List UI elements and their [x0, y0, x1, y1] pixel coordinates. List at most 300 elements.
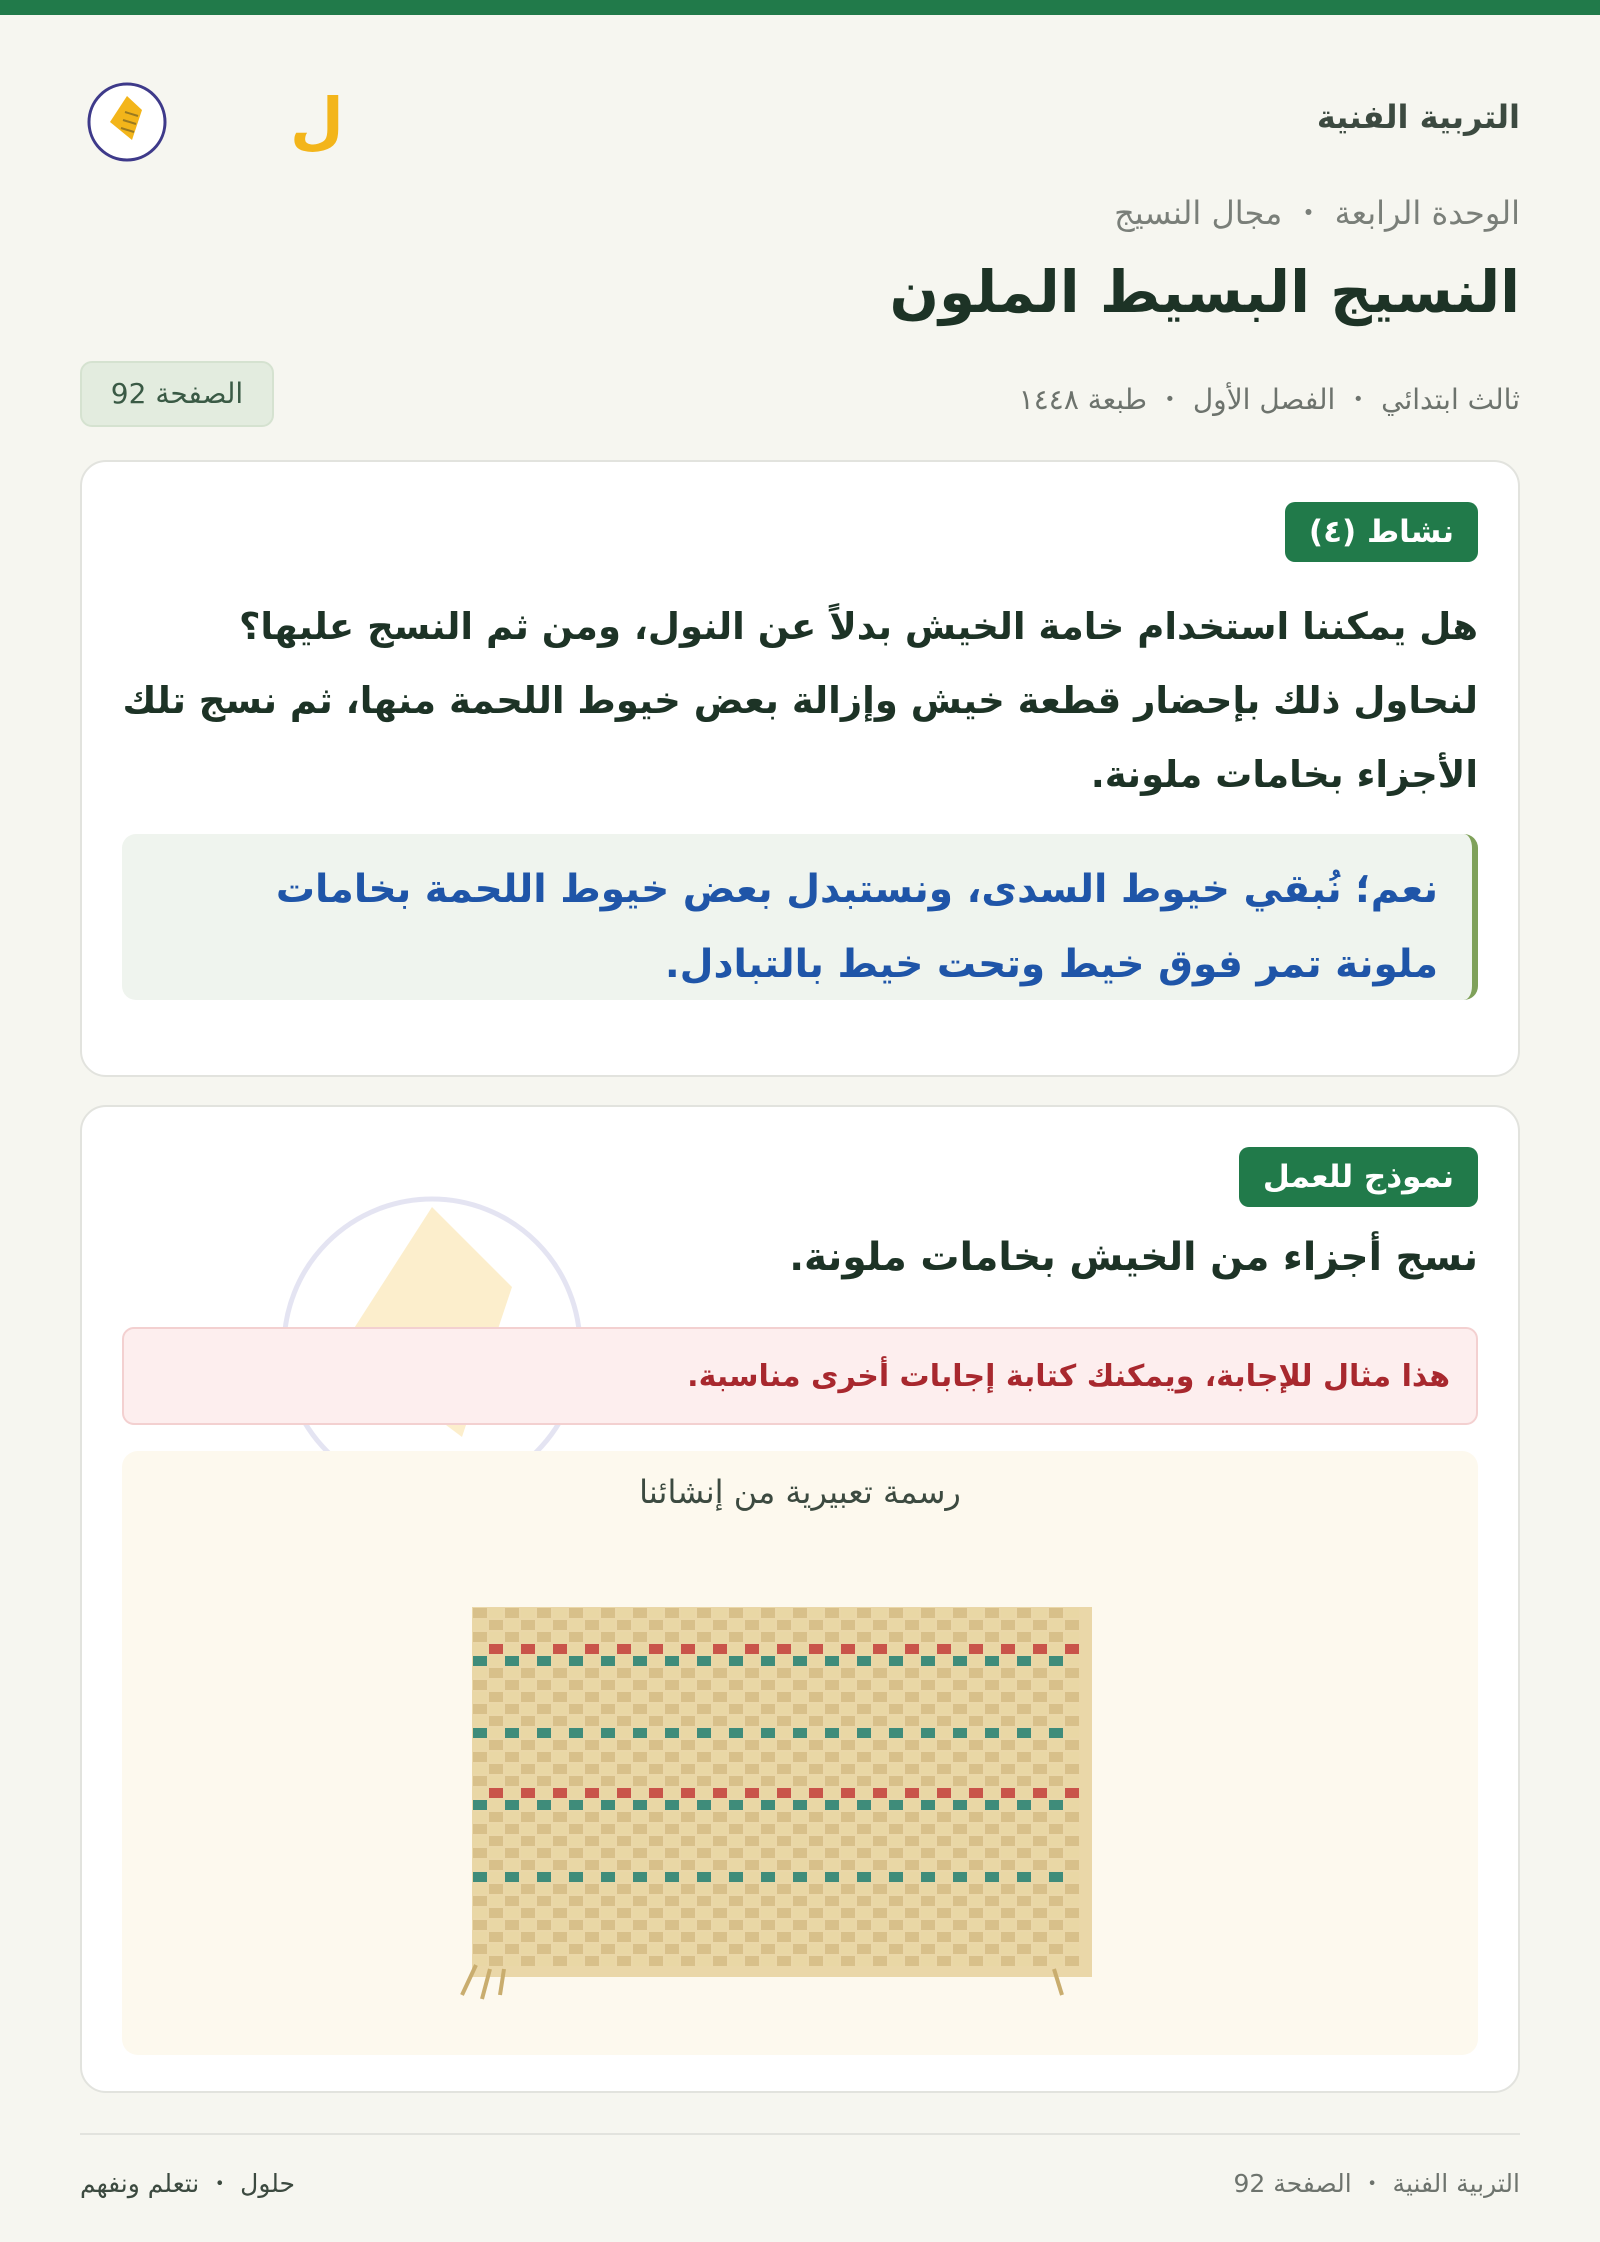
burlap-stitch [1065, 1824, 1079, 1834]
burlap-stitch [745, 1836, 759, 1846]
burlap-stitch [1065, 1932, 1079, 1942]
burlap-stitch [761, 1932, 775, 1942]
burlap-stitch [905, 1944, 919, 1954]
burlap-stitch [505, 1692, 519, 1702]
burlap-stitch [729, 1836, 743, 1846]
burlap-stitch [1065, 1692, 1079, 1702]
burlap-stitch [697, 1692, 711, 1702]
colored-weft-stitch [985, 1656, 999, 1666]
burlap-stitch [1001, 1728, 1015, 1738]
burlap-stitch [553, 1908, 567, 1918]
burlap-stitch [809, 1836, 823, 1846]
burlap-stitch [1017, 1752, 1031, 1762]
burlap-stitch [745, 1944, 759, 1954]
burlap-stitch [921, 1764, 935, 1774]
burlap-stitch [585, 1716, 599, 1726]
colored-weft-stitch [1017, 1800, 1031, 1810]
burlap-stitch [713, 1776, 727, 1786]
burlap-stitch [537, 1776, 551, 1786]
unit-breadcrumb: الوحدة الرابعة ・ مجال النسيج [1114, 194, 1520, 232]
burlap-stitch [729, 1908, 743, 1918]
burlap-stitch [809, 1764, 823, 1774]
burlap-stitch [521, 1956, 535, 1966]
burlap-stitch [537, 1944, 551, 1954]
burlap-stitch [745, 1680, 759, 1690]
burlap-stitch [953, 1776, 967, 1786]
burlap-stitch [841, 1632, 855, 1642]
burlap-stitch [809, 1680, 823, 1690]
burlap-stitch [1001, 1776, 1015, 1786]
colored-weft-stitch [665, 1656, 679, 1666]
burlap-stitch [1065, 1752, 1079, 1762]
colored-weft-stitch [985, 1800, 999, 1810]
burlap-stitch [985, 1764, 999, 1774]
burlap-stitch [617, 1668, 631, 1678]
burlap-stitch [1033, 1608, 1047, 1618]
burlap-stitch [969, 1668, 983, 1678]
burlap-stitch [505, 1752, 519, 1762]
burlap-stitch [841, 1836, 855, 1846]
burlap-stitch [985, 1896, 999, 1906]
colored-weft-stitch [489, 1788, 503, 1798]
burlap-stitch [777, 1932, 791, 1942]
colored-weft-stitch [633, 1656, 647, 1666]
burlap-stitch [937, 1944, 951, 1954]
colored-weft-stitch [553, 1644, 567, 1654]
burlap-stitch [905, 1620, 919, 1630]
burlap-stitch [985, 1608, 999, 1618]
burlap-stitch [841, 1944, 855, 1954]
burlap-stitch [633, 1752, 647, 1762]
burlap-stitch [617, 1608, 631, 1618]
burlap-stitch [953, 1644, 967, 1654]
burlap-stitch [905, 1812, 919, 1822]
colored-weft-stitch [697, 1872, 711, 1882]
burlap-stitch [873, 1620, 887, 1630]
burlap-stitch [681, 1956, 695, 1966]
burlap-stitch [745, 1764, 759, 1774]
burlap-stitch [969, 1704, 983, 1714]
colored-weft-stitch [537, 1800, 551, 1810]
burlap-stitch [585, 1740, 599, 1750]
burlap-stitch [825, 1908, 839, 1918]
burlap-stitch [665, 1836, 679, 1846]
burlap-stitch [569, 1932, 583, 1942]
burlap-stitch [1033, 1896, 1047, 1906]
colored-weft-stitch [489, 1644, 503, 1654]
burlap-stitch [505, 1860, 519, 1870]
burlap-stitch [921, 1956, 935, 1966]
burlap-stitch [713, 1848, 727, 1858]
burlap-stitch [905, 1776, 919, 1786]
burlap-stitch [825, 1680, 839, 1690]
burlap-stitch [825, 1620, 839, 1630]
burlap-stitch [793, 1824, 807, 1834]
burlap-stitch [1065, 1812, 1079, 1822]
burlap-stitch [1065, 1704, 1079, 1714]
burlap-stitch [1049, 1908, 1063, 1918]
burlap-stitch [1001, 1800, 1015, 1810]
burlap-stitch [585, 1956, 599, 1966]
burlap-stitch [633, 1764, 647, 1774]
burlap-stitch [953, 1896, 967, 1906]
burlap-stitch [505, 1680, 519, 1690]
burlap-stitch [953, 1812, 967, 1822]
activity-tag: نشاط (٤) [1285, 502, 1478, 562]
burlap-stitch [489, 1668, 503, 1678]
burlap-stitch [521, 1812, 535, 1822]
burlap-stitch [569, 1944, 583, 1954]
burlap-stitch [745, 1608, 759, 1618]
burlap-stitch [985, 1704, 999, 1714]
burlap-stitch [857, 1812, 871, 1822]
colored-weft-stitch [921, 1656, 935, 1666]
burlap-stitch [537, 1908, 551, 1918]
burlap-stitch [793, 1716, 807, 1726]
burlap-stitch [745, 1824, 759, 1834]
colored-weft-stitch [617, 1644, 631, 1654]
burlap-stitch [857, 1860, 871, 1870]
burlap-stitch [905, 1956, 919, 1966]
burlap-stitch [617, 1812, 631, 1822]
colored-weft-stitch [921, 1728, 935, 1738]
colored-weft-stitch [1065, 1644, 1079, 1654]
colored-weft-stitch [937, 1788, 951, 1798]
burlap-stitch [825, 1764, 839, 1774]
burlap-stitch [1065, 1632, 1079, 1642]
burlap-stitch [569, 1920, 583, 1930]
burlap-stitch [777, 1824, 791, 1834]
burlap-stitch [633, 1608, 647, 1618]
burlap-stitch [713, 1752, 727, 1762]
burlap-stitch [713, 1704, 727, 1714]
burlap-stitch [1065, 1956, 1079, 1966]
burlap-stitch [921, 1716, 935, 1726]
burlap-stitch [937, 1764, 951, 1774]
burlap-stitch [841, 1884, 855, 1894]
burlap-stitch [825, 1956, 839, 1966]
burlap-stitch [937, 1860, 951, 1870]
burlap-stitch [889, 1956, 903, 1966]
logo-text: ل [290, 84, 340, 157]
burlap-stitch [1017, 1764, 1031, 1774]
burlap-stitch [1001, 1812, 1015, 1822]
burlap-stitch [697, 1944, 711, 1954]
burlap-stitch [809, 1860, 823, 1870]
burlap-stitch [777, 1848, 791, 1858]
burlap-stitch [681, 1692, 695, 1702]
burlap-stitch [969, 1728, 983, 1738]
burlap-stitch [473, 1896, 487, 1906]
burlap-stitch [841, 1824, 855, 1834]
burlap-stitch [1049, 1788, 1063, 1798]
burlap-stitch [969, 1824, 983, 1834]
burlap-stitch [1065, 1848, 1079, 1858]
colored-weft-stitch [969, 1644, 983, 1654]
burlap-stitch [937, 1632, 951, 1642]
burlap-stitch [697, 1860, 711, 1870]
burlap-stitch [1065, 1740, 1079, 1750]
colored-weft-stitch [953, 1872, 967, 1882]
burlap-stitch [505, 1824, 519, 1834]
burlap-stitch [617, 1848, 631, 1858]
colored-weft-stitch [521, 1644, 535, 1654]
burlap-stitch [857, 1944, 871, 1954]
burlap-stitch [713, 1692, 727, 1702]
burlap-stitch [809, 1656, 823, 1666]
burlap-stitch [1049, 1836, 1063, 1846]
colored-weft-stitch [729, 1872, 743, 1882]
burlap-stitch [937, 1656, 951, 1666]
burlap-stitch [633, 1632, 647, 1642]
burlap-stitch [649, 1836, 663, 1846]
colored-weft-stitch [537, 1656, 551, 1666]
burlap-stitch [809, 1704, 823, 1714]
burlap-stitch [937, 1920, 951, 1930]
burlap-stitch [745, 1728, 759, 1738]
colored-weft-stitch [537, 1728, 551, 1738]
burlap-stitch [649, 1668, 663, 1678]
burlap-stitch [745, 1704, 759, 1714]
burlap-stitch [857, 1932, 871, 1942]
burlap-stitch [777, 1728, 791, 1738]
colored-weft-stitch [473, 1800, 487, 1810]
burlap-stitch [681, 1656, 695, 1666]
burlap-stitch [569, 1692, 583, 1702]
burlap-stitch [857, 1716, 871, 1726]
burlap-stitch [1049, 1620, 1063, 1630]
burlap-stitch [489, 1812, 503, 1822]
burlap-stitch [649, 1932, 663, 1942]
burlap-stitch [777, 1896, 791, 1906]
burlap-stitch [889, 1632, 903, 1642]
burlap-stitch [649, 1776, 663, 1786]
colored-weft-stitch [1033, 1788, 1047, 1798]
colored-weft-stitch [825, 1800, 839, 1810]
burlap-stitch [521, 1908, 535, 1918]
colored-weft-stitch [601, 1728, 615, 1738]
burlap-stitch [649, 1740, 663, 1750]
burlap-stitch [905, 1920, 919, 1930]
burlap-stitch [1017, 1884, 1031, 1894]
burlap-stitch [793, 1812, 807, 1822]
burlap-stitch [521, 1620, 535, 1630]
burlap-stitch [697, 1608, 711, 1618]
burlap-stitch [681, 1824, 695, 1834]
burlap-stitch [489, 1896, 503, 1906]
burlap-stitch [761, 1608, 775, 1618]
burlap-stitch [665, 1932, 679, 1942]
burlap-stitch [649, 1752, 663, 1762]
colored-weft-stitch [697, 1728, 711, 1738]
burlap-stitch [937, 1620, 951, 1630]
burlap-stitch [601, 1644, 615, 1654]
burlap-stitch [537, 1884, 551, 1894]
burlap-stitch [953, 1956, 967, 1966]
burlap-stitch [489, 1608, 503, 1618]
burlap-stitch [569, 1860, 583, 1870]
colored-weft-stitch [633, 1728, 647, 1738]
burlap-stitch [537, 1932, 551, 1942]
activity-card [80, 460, 1520, 1077]
burlap-stitch [873, 1692, 887, 1702]
burlap-stitch [921, 1788, 935, 1798]
burlap-stitch [729, 1764, 743, 1774]
burlap-stitch [1017, 1848, 1031, 1858]
burlap-stitch [473, 1884, 487, 1894]
top-accent-bar [0, 0, 1600, 15]
burlap-stitch [729, 1776, 743, 1786]
burlap-stitch [697, 1644, 711, 1654]
burlap-stitch [617, 1632, 631, 1642]
burlap-stitch [745, 1920, 759, 1930]
burlap-stitch [1049, 1752, 1063, 1762]
burlap-stitch [793, 1704, 807, 1714]
burlap-stitch [761, 1908, 775, 1918]
burlap-stitch [825, 1944, 839, 1954]
burlap-stitch [985, 1848, 999, 1858]
colored-weft-stitch [745, 1644, 759, 1654]
burlap-stitch [617, 1908, 631, 1918]
burlap-stitch [697, 1776, 711, 1786]
burlap-stitch [937, 1680, 951, 1690]
colored-weft-stitch [857, 1800, 871, 1810]
burlap-stitch [633, 1884, 647, 1894]
burlap-stitch [937, 1704, 951, 1714]
burlap-weave-illustration [442, 1567, 1122, 2027]
burlap-stitch [633, 1668, 647, 1678]
burlap-stitch [745, 1620, 759, 1630]
burlap-stitch [937, 1668, 951, 1678]
burlap-stitch [553, 1620, 567, 1630]
burlap-stitch [921, 1884, 935, 1894]
burlap-stitch [761, 1752, 775, 1762]
burlap-stitch [633, 1836, 647, 1846]
burlap-stitch [537, 1716, 551, 1726]
burlap-stitch [1017, 1812, 1031, 1822]
burlap-stitch [601, 1680, 615, 1690]
burlap-stitch [553, 1656, 567, 1666]
burlap-stitch [889, 1680, 903, 1690]
burlap-stitch [1065, 1776, 1079, 1786]
burlap-stitch [873, 1680, 887, 1690]
burlap-stitch [1065, 1896, 1079, 1906]
burlap-stitch [601, 1812, 615, 1822]
burlap-stitch [761, 1620, 775, 1630]
colored-weft-stitch [537, 1872, 551, 1882]
burlap-stitch [665, 1620, 679, 1630]
burlap-stitch [681, 1668, 695, 1678]
burlap-stitch [697, 1956, 711, 1966]
burlap-stitch [585, 1812, 599, 1822]
burlap-stitch [649, 1692, 663, 1702]
colored-weft-stitch [1049, 1872, 1063, 1882]
colored-weft-stitch [505, 1872, 519, 1882]
burlap-stitch [1033, 1860, 1047, 1870]
burlap-stitch [1033, 1800, 1047, 1810]
burlap-stitch [1001, 1872, 1015, 1882]
model-card [80, 1105, 1520, 2093]
burlap-stitch [489, 1632, 503, 1642]
burlap-stitch [505, 1944, 519, 1954]
burlap-stitch [921, 1836, 935, 1846]
burlap-stitch [857, 1776, 871, 1786]
burlap-stitch [1001, 1944, 1015, 1954]
burlap-stitch [665, 1908, 679, 1918]
burlap-stitch [793, 1692, 807, 1702]
burlap-stitch [793, 1740, 807, 1750]
burlap-stitch [825, 1716, 839, 1726]
burlap-stitch [793, 1896, 807, 1906]
burlap-stitch [601, 1716, 615, 1726]
burlap-stitch [649, 1848, 663, 1858]
burlap-stitch [1001, 1740, 1015, 1750]
burlap-stitch [1065, 1668, 1079, 1678]
burlap-stitch [857, 1740, 871, 1750]
burlap-stitch [761, 1944, 775, 1954]
colored-weft-stitch [585, 1788, 599, 1798]
colored-weft-stitch [873, 1788, 887, 1798]
burlap-stitch [681, 1836, 695, 1846]
burlap-stitch [729, 1740, 743, 1750]
burlap-stitch [617, 1896, 631, 1906]
burlap-stitch [697, 1920, 711, 1930]
burlap-stitch [1001, 1692, 1015, 1702]
burlap-stitch [761, 1812, 775, 1822]
burlap-stitch [1017, 1932, 1031, 1942]
burlap-stitch [1001, 1752, 1015, 1762]
burlap-stitch [665, 1824, 679, 1834]
burlap-stitch [985, 1944, 999, 1954]
burlap-stitch [921, 1692, 935, 1702]
colored-weft-stitch [473, 1728, 487, 1738]
burlap-stitch [633, 1812, 647, 1822]
burlap-stitch [633, 1680, 647, 1690]
burlap-stitch [1033, 1668, 1047, 1678]
burlap-stitch [553, 1872, 567, 1882]
burlap-stitch [713, 1668, 727, 1678]
burlap-stitch [1065, 1800, 1079, 1810]
colored-weft-stitch [841, 1788, 855, 1798]
burlap-stitch [809, 1728, 823, 1738]
burlap-stitch [985, 1956, 999, 1966]
burlap-stitch [521, 1884, 535, 1894]
burlap-stitch [697, 1752, 711, 1762]
burlap-stitch [617, 1620, 631, 1630]
burlap-stitch [649, 1884, 663, 1894]
burlap-stitch [553, 1764, 567, 1774]
colored-weft-stitch [809, 1788, 823, 1798]
answer-text: نعم؛ نُبقي خيوط السدى، ونستبدل بعض خيوط اللحمة بخامات ملونة تمر فوق خيط وتحت خيط بالتبادل. [275, 867, 1438, 987]
burlap-stitch [1017, 1908, 1031, 1918]
burlap-stitch [1033, 1656, 1047, 1666]
burlap-stitch [905, 1932, 919, 1942]
burlap-stitch [681, 1752, 695, 1762]
burlap-stitch [585, 1908, 599, 1918]
burlap-stitch [793, 1620, 807, 1630]
burlap-stitch [761, 1884, 775, 1894]
burlap-stitch [921, 1752, 935, 1762]
burlap-stitch [825, 1776, 839, 1786]
burlap-stitch [809, 1908, 823, 1918]
burlap-stitch [969, 1932, 983, 1942]
burlap-stitch [1001, 1656, 1015, 1666]
burlap-stitch [953, 1824, 967, 1834]
burlap-stitch [937, 1908, 951, 1918]
burlap-stitch [905, 1656, 919, 1666]
burlap-stitch [905, 1860, 919, 1870]
burlap-stitch [665, 1860, 679, 1870]
